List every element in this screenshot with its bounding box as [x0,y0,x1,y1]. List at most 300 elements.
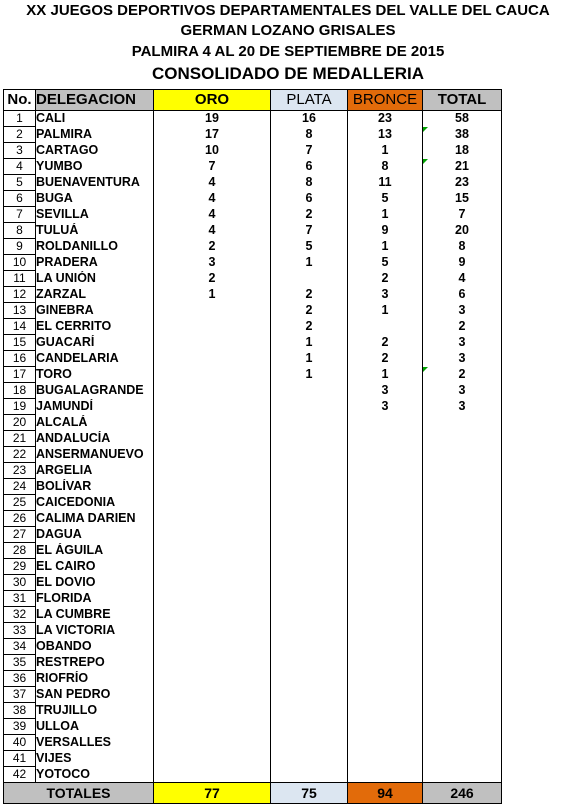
plata-cell[interactable] [271,607,348,623]
delegacion-cell[interactable] [36,351,154,367]
plata-cell[interactable] [271,479,348,495]
row-number[interactable] [4,671,36,687]
plata-cell[interactable] [271,399,348,415]
row-number[interactable] [4,463,36,479]
total-cell[interactable] [423,495,502,511]
oro-cell[interactable] [154,399,271,415]
total-cell[interactable] [423,607,502,623]
oro-cell-value: 4 [208,207,216,221]
row-number[interactable] [4,111,36,127]
plata-cell[interactable] [271,463,348,479]
bronce-cell[interactable] [348,111,423,127]
plata-cell[interactable] [271,767,348,783]
row-number[interactable] [4,383,36,399]
total-cell[interactable] [423,719,502,735]
delegacion-cell[interactable] [36,735,154,751]
row-number[interactable] [4,239,36,255]
delegacion-cell[interactable] [36,127,154,143]
plata-cell[interactable] [271,543,348,559]
plata-cell[interactable] [271,623,348,639]
bronce-cell[interactable] [348,351,423,367]
delegacion-cell-value: FLORIDA [36,591,92,605]
bronce-cell[interactable] [348,207,423,223]
plata-cell[interactable] [271,671,348,687]
oro-cell[interactable] [154,511,271,527]
delegacion-cell[interactable] [36,767,154,783]
table-row [4,543,502,559]
delegacion-cell[interactable] [36,223,154,239]
delegacion-cell[interactable] [36,543,154,559]
bronce-cell[interactable] [348,623,423,639]
total-cell[interactable] [423,367,502,383]
total-cell[interactable] [423,175,502,191]
delegacion-cell-value: LA UNIÓN [36,271,96,285]
total-cell[interactable] [423,639,502,655]
delegacion-cell[interactable] [36,207,154,223]
delegacion-cell[interactable] [36,623,154,639]
row-number[interactable] [4,687,36,703]
row-number[interactable] [4,255,36,271]
plata-cell[interactable] [271,687,348,703]
plata-cell[interactable] [271,511,348,527]
plata-cell[interactable] [271,415,348,431]
total-cell[interactable] [423,111,502,127]
delegacion-cell[interactable] [36,175,154,191]
plata-cell[interactable] [271,319,348,335]
oro-cell[interactable] [154,543,271,559]
bronce-cell[interactable] [348,335,423,351]
oro-cell[interactable] [154,735,271,751]
bronce-cell[interactable] [348,271,423,287]
plata-cell[interactable] [271,143,348,159]
comment-marker-icon [423,367,428,372]
row-number[interactable] [4,319,36,335]
delegacion-cell[interactable] [36,591,154,607]
oro-cell[interactable] [154,415,271,431]
total-cell[interactable] [423,271,502,287]
row-number[interactable] [4,719,36,735]
plata-cell[interactable] [271,127,348,143]
totals-label[interactable]: TOTALES [4,783,154,804]
bronce-cell[interactable] [348,687,423,703]
oro-cell[interactable] [154,751,271,767]
row-number[interactable] [4,223,36,239]
bronce-cell[interactable] [348,255,423,271]
delegacion-cell-value: GUACARÍ [36,335,95,349]
plata-cell-value: 7 [305,143,313,157]
oro-cell[interactable] [154,223,271,239]
oro-cell-value: 2 [208,239,216,253]
bronce-cell[interactable] [348,655,423,671]
total-cell[interactable] [423,415,502,431]
row-number[interactable] [4,159,36,175]
oro-cell[interactable] [154,607,271,623]
oro-cell[interactable] [154,335,271,351]
bronce-cell[interactable] [348,671,423,687]
delegacion-cell[interactable] [36,607,154,623]
row-number-value: 11 [13,271,26,285]
bronce-cell[interactable] [348,127,423,143]
bronce-cell[interactable] [348,495,423,511]
delegacion-cell[interactable] [36,271,154,287]
row-number[interactable] [4,271,36,287]
plata-cell[interactable] [271,223,348,239]
total-cell[interactable] [423,191,502,207]
total-cell[interactable] [423,671,502,687]
row-number[interactable] [4,511,36,527]
plata-cell[interactable] [271,639,348,655]
bronce-cell[interactable] [348,735,423,751]
delegacion-cell[interactable] [36,143,154,159]
bronce-cell[interactable] [348,287,423,303]
bronce-cell[interactable] [348,575,423,591]
bronce-cell[interactable] [348,159,423,175]
table-row [4,255,502,271]
total-cell[interactable] [423,351,502,367]
row-number[interactable] [4,351,36,367]
row-number-value: 31 [12,591,27,605]
plata-cell[interactable] [271,175,348,191]
plata-cell[interactable] [271,367,348,383]
total-cell[interactable] [423,623,502,639]
oro-cell[interactable] [154,767,271,783]
delegacion-cell[interactable] [36,511,154,527]
row-number-value: 34 [12,639,27,653]
delegacion-cell[interactable] [36,447,154,463]
bronce-cell[interactable] [348,527,423,543]
total-cell[interactable] [423,703,502,719]
delegacion-cell[interactable] [36,415,154,431]
row-number[interactable] [4,703,36,719]
delegacion-cell[interactable] [36,751,154,767]
row-number[interactable] [4,767,36,783]
row-number[interactable] [4,479,36,495]
delegacion-cell[interactable] [36,383,154,399]
total-cell[interactable] [423,543,502,559]
bronce-cell[interactable] [348,399,423,415]
row-number[interactable] [4,143,36,159]
oro-cell[interactable] [154,351,271,367]
bronce-cell[interactable] [348,767,423,783]
delegacion-cell[interactable] [36,479,154,495]
total-cell[interactable] [423,575,502,591]
delegacion-cell[interactable] [36,335,154,351]
oro-cell[interactable] [154,655,271,671]
plata-cell[interactable] [271,287,348,303]
totals-plata[interactable]: 75 [271,783,348,804]
delegacion-cell[interactable] [36,431,154,447]
plata-cell[interactable] [271,351,348,367]
bronce-cell[interactable] [348,559,423,575]
delegacion-cell[interactable] [36,367,154,383]
delegacion-cell-value: SEVILLA [36,207,89,221]
oro-cell[interactable] [154,719,271,735]
oro-cell-value: 10 [205,143,219,157]
bronce-cell-value: 3 [381,383,389,397]
row-number-value: 23 [12,463,27,477]
oro-cell[interactable] [154,687,271,703]
plata-cell[interactable] [271,655,348,671]
table-row [4,591,502,607]
bronce-cell[interactable] [348,703,423,719]
oro-cell-value: 3 [208,255,216,269]
row-number[interactable] [4,127,36,143]
oro-cell[interactable] [154,191,271,207]
oro-cell[interactable] [154,175,271,191]
total-cell[interactable] [423,527,502,543]
delegacion-cell[interactable] [36,111,154,127]
row-number[interactable] [4,607,36,623]
header-oro[interactable]: ORO [154,90,271,111]
delegacion-cell[interactable] [36,671,154,687]
total-cell[interactable] [423,431,502,447]
oro-cell[interactable] [154,207,271,223]
total-cell[interactable] [423,767,502,783]
delegacion-cell[interactable] [36,575,154,591]
row-number-value: 22 [12,447,27,461]
bronce-cell[interactable] [348,367,423,383]
row-number[interactable] [4,559,36,575]
plata-cell[interactable] [271,495,348,511]
oro-cell[interactable] [154,703,271,719]
oro-cell[interactable] [154,527,271,543]
row-number[interactable] [4,191,36,207]
row-number[interactable] [4,655,36,671]
delegacion-cell-value: VIJES [36,751,72,765]
oro-cell[interactable] [154,319,271,335]
header-no[interactable]: No. [4,90,36,111]
bronce-cell[interactable] [348,607,423,623]
bronce-cell[interactable] [348,719,423,735]
total-cell[interactable] [423,303,502,319]
total-cell[interactable] [423,255,502,271]
plata-cell[interactable] [271,703,348,719]
row-number[interactable] [4,335,36,351]
header-delegacion[interactable]: DELEGACION [36,90,154,111]
row-number-value: 9 [16,239,23,253]
oro-cell[interactable] [154,383,271,399]
row-number-value: 20 [12,415,27,429]
row-number[interactable] [4,431,36,447]
total-cell[interactable] [423,239,502,255]
total-cell[interactable] [423,687,502,703]
plata-cell[interactable] [271,575,348,591]
delegacion-cell[interactable] [36,719,154,735]
totals-oro[interactable]: 77 [154,783,271,804]
total-cell[interactable] [423,143,502,159]
row-number[interactable] [4,447,36,463]
oro-cell[interactable] [154,127,271,143]
delegacion-cell-value: YOTOCO [36,766,90,781]
plata-cell[interactable] [271,159,348,175]
oro-cell[interactable] [154,591,271,607]
plata-cell[interactable] [271,383,348,399]
oro-cell[interactable] [154,463,271,479]
bronce-cell[interactable] [348,639,423,655]
delegacion-cell[interactable] [36,399,154,415]
bronce-cell[interactable] [348,415,423,431]
bronce-cell[interactable] [348,447,423,463]
bronce-cell[interactable] [348,463,423,479]
delegacion-cell[interactable] [36,527,154,543]
total-cell[interactable] [423,223,502,239]
delegacion-cell[interactable] [36,159,154,175]
oro-cell-value: 4 [208,223,216,237]
total-cell[interactable] [423,735,502,751]
bronce-cell-value: 9 [381,223,389,237]
oro-cell[interactable] [154,111,271,127]
plata-cell-value: 2 [305,303,313,317]
table-row [4,223,502,239]
bronce-cell[interactable] [348,383,423,399]
delegacion-cell[interactable] [36,239,154,255]
plata-cell[interactable] [271,447,348,463]
plata-cell[interactable] [271,559,348,575]
plata-cell[interactable] [271,719,348,735]
bronce-cell[interactable] [348,511,423,527]
oro-cell[interactable] [154,559,271,575]
plata-cell[interactable] [271,303,348,319]
oro-cell[interactable] [154,287,271,303]
oro-cell[interactable] [154,367,271,383]
oro-cell-value: 4 [208,191,216,205]
delegacion-cell[interactable] [36,191,154,207]
delegacion-cell[interactable] [36,303,154,319]
row-number[interactable] [4,623,36,639]
plata-cell[interactable] [271,527,348,543]
delegacion-cell[interactable] [36,655,154,671]
delegacion-cell[interactable] [36,703,154,719]
delegacion-cell-value: LA VICTORIA [36,623,116,637]
oro-cell-value: 19 [205,111,219,126]
total-cell[interactable] [423,751,502,767]
oro-cell[interactable] [154,143,271,159]
delegacion-cell[interactable] [36,687,154,703]
total-cell[interactable] [423,559,502,575]
row-number[interactable] [4,639,36,655]
plata-cell[interactable] [271,735,348,751]
plata-cell[interactable] [271,191,348,207]
row-number[interactable] [4,367,36,383]
row-number[interactable] [4,735,36,751]
row-number[interactable] [4,591,36,607]
totals-total[interactable]: 246 [423,783,502,804]
plata-cell[interactable] [271,111,348,127]
delegacion-cell[interactable] [36,463,154,479]
oro-cell[interactable] [154,495,271,511]
total-cell[interactable] [423,127,502,143]
plata-cell[interactable] [271,591,348,607]
total-cell-value: 3 [458,383,466,397]
oro-cell[interactable] [154,639,271,655]
bronce-cell-value: 3 [381,287,389,301]
oro-cell[interactable] [154,159,271,175]
delegacion-cell[interactable] [36,639,154,655]
total-cell[interactable] [423,655,502,671]
delegacion-cell[interactable] [36,319,154,335]
row-number[interactable] [4,527,36,543]
total-cell[interactable] [423,479,502,495]
oro-cell[interactable] [154,479,271,495]
row-number[interactable] [4,543,36,559]
delegacion-cell[interactable] [36,287,154,303]
bronce-cell[interactable] [348,431,423,447]
bronce-cell[interactable] [348,591,423,607]
header-total[interactable]: TOTAL [423,90,502,111]
bronce-cell[interactable] [348,543,423,559]
bronce-cell[interactable] [348,479,423,495]
total-cell[interactable] [423,319,502,335]
row-number[interactable] [4,399,36,415]
oro-cell[interactable] [154,575,271,591]
row-number[interactable] [4,495,36,511]
bronce-cell[interactable] [348,175,423,191]
total-cell[interactable] [423,463,502,479]
total-cell[interactable] [423,159,502,175]
total-cell[interactable] [423,591,502,607]
bronce-cell[interactable] [348,223,423,239]
plata-cell[interactable] [271,751,348,767]
row-number[interactable] [4,287,36,303]
plata-cell[interactable] [271,255,348,271]
bronce-cell[interactable] [348,143,423,159]
bronce-cell[interactable] [348,191,423,207]
total-cell[interactable] [423,207,502,223]
plata-cell[interactable] [271,335,348,351]
total-cell[interactable] [423,399,502,415]
oro-cell[interactable] [154,623,271,639]
total-cell-value: 7 [458,207,466,221]
row-number[interactable] [4,303,36,319]
row-number[interactable] [4,751,36,767]
total-cell[interactable] [423,335,502,351]
plata-cell[interactable] [271,271,348,287]
row-number[interactable] [4,175,36,191]
bronce-cell[interactable] [348,319,423,335]
plata-cell[interactable] [271,239,348,255]
oro-cell[interactable] [154,671,271,687]
table-row [4,463,502,479]
plata-cell[interactable] [271,207,348,223]
delegacion-cell[interactable] [36,559,154,575]
oro-cell-value: 2 [208,271,216,285]
oro-cell[interactable] [154,431,271,447]
oro-cell[interactable] [154,255,271,271]
totals-bronce[interactable]: 94 [348,783,423,804]
bronce-cell[interactable] [348,303,423,319]
plata-cell[interactable] [271,431,348,447]
oro-cell[interactable] [154,303,271,319]
row-number[interactable] [4,415,36,431]
bronce-cell[interactable] [348,239,423,255]
header-bronce[interactable]: BRONCE [348,90,423,111]
delegacion-cell[interactable] [36,255,154,271]
row-number[interactable] [4,207,36,223]
oro-cell[interactable] [154,447,271,463]
oro-cell[interactable] [154,271,271,287]
total-cell[interactable] [423,511,502,527]
total-cell[interactable] [423,287,502,303]
oro-cell[interactable] [154,239,271,255]
table-row [4,703,502,719]
row-number[interactable] [4,575,36,591]
row-number-value: 15 [12,335,27,349]
header-plata[interactable]: PLATA [271,90,348,111]
delegacion-cell[interactable] [36,495,154,511]
bronce-cell[interactable] [348,751,423,767]
total-cell[interactable] [423,447,502,463]
total-cell[interactable] [423,383,502,399]
